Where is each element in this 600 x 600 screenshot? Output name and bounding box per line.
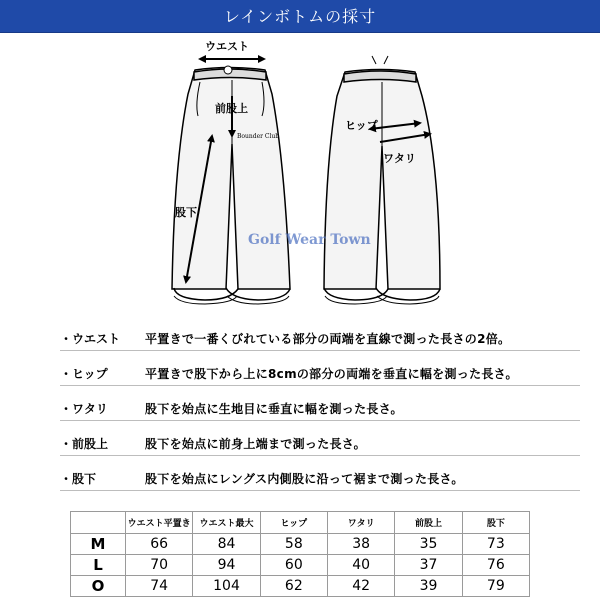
- table-row: [71, 555, 530, 576]
- size-table: [70, 511, 530, 597]
- table-row: [71, 534, 530, 555]
- table-cell: 74: [126, 576, 193, 597]
- table-header: ウエスト最大: [193, 512, 260, 534]
- table-cell: 38: [327, 534, 394, 555]
- table-cell: 84: [193, 534, 260, 555]
- desc-row-rise: [60, 427, 580, 456]
- measurement-descriptions: [60, 322, 580, 497]
- desc-term: ・ワタリ: [60, 402, 108, 416]
- back-pants-illustration: [324, 56, 440, 304]
- desc-row-hip: [60, 357, 580, 386]
- desc-text: 平置きで股下から上に8cmの部分の両端を垂直に幅を測った長さ。: [145, 367, 518, 381]
- table-cell: 35: [395, 534, 462, 555]
- label-hip: ヒップ: [345, 119, 378, 132]
- table-cell: 104: [193, 576, 260, 597]
- table-cell: 79: [462, 576, 529, 597]
- desc-text: 平置きで一番くびれている部分の両端を直線で測った長さの2倍。: [145, 332, 511, 346]
- desc-term: ・股下: [60, 472, 97, 486]
- table-cell: 58: [260, 534, 327, 555]
- table-cell: 42: [327, 576, 394, 597]
- desc-text: 股下を始点に前身上端まで測った長さ。: [145, 437, 366, 451]
- label-thigh: ワタリ: [383, 152, 416, 165]
- label-inseam: 股下: [175, 206, 197, 219]
- label-waist: ウエスト: [205, 40, 249, 53]
- size-label: M: [71, 534, 126, 555]
- table-header: ヒップ: [260, 512, 327, 534]
- watermark: Golf Wear Town: [248, 232, 371, 248]
- table-cell: 40: [327, 555, 394, 576]
- table-row: [71, 576, 530, 597]
- pants-diagram: [0, 34, 600, 314]
- table-header-row: [71, 512, 530, 534]
- desc-term: ・ヒップ: [60, 367, 108, 381]
- table-cell: 66: [126, 534, 193, 555]
- size-label: O: [71, 576, 126, 597]
- page-title: レインボトムの採寸: [223, 7, 377, 26]
- table-cell: 37: [395, 555, 462, 576]
- desc-text: 股下を始点に生地目に垂直に幅を測った長さ。: [145, 402, 403, 416]
- table-header: 前股上: [395, 512, 462, 534]
- table-header: ウエスト平置き: [126, 512, 193, 534]
- table-cell: 60: [260, 555, 327, 576]
- table-cell: 39: [395, 576, 462, 597]
- desc-row-thigh: [60, 392, 580, 421]
- table-header: ワタリ: [327, 512, 394, 534]
- table-cell: 76: [462, 555, 529, 576]
- waist-button-icon: [224, 66, 232, 74]
- table-cell: 70: [126, 555, 193, 576]
- size-label: L: [71, 555, 126, 576]
- table-cell: 62: [260, 576, 327, 597]
- desc-term: ・ウエスト: [60, 332, 121, 346]
- desc-row-inseam: [60, 462, 580, 491]
- label-rise: 前股上: [215, 102, 248, 115]
- table-cell: 94: [193, 555, 260, 576]
- desc-term: ・前股上: [60, 437, 109, 451]
- table-header: [71, 512, 126, 534]
- desc-text: 股下を始点にレングス内側股に沿って裾まで測った長さ。: [145, 472, 464, 486]
- table-cell: 73: [462, 534, 529, 555]
- table-header: 股下: [462, 512, 529, 534]
- desc-row-waist: [60, 322, 580, 351]
- brand-tag: Bounder Club: [237, 133, 280, 140]
